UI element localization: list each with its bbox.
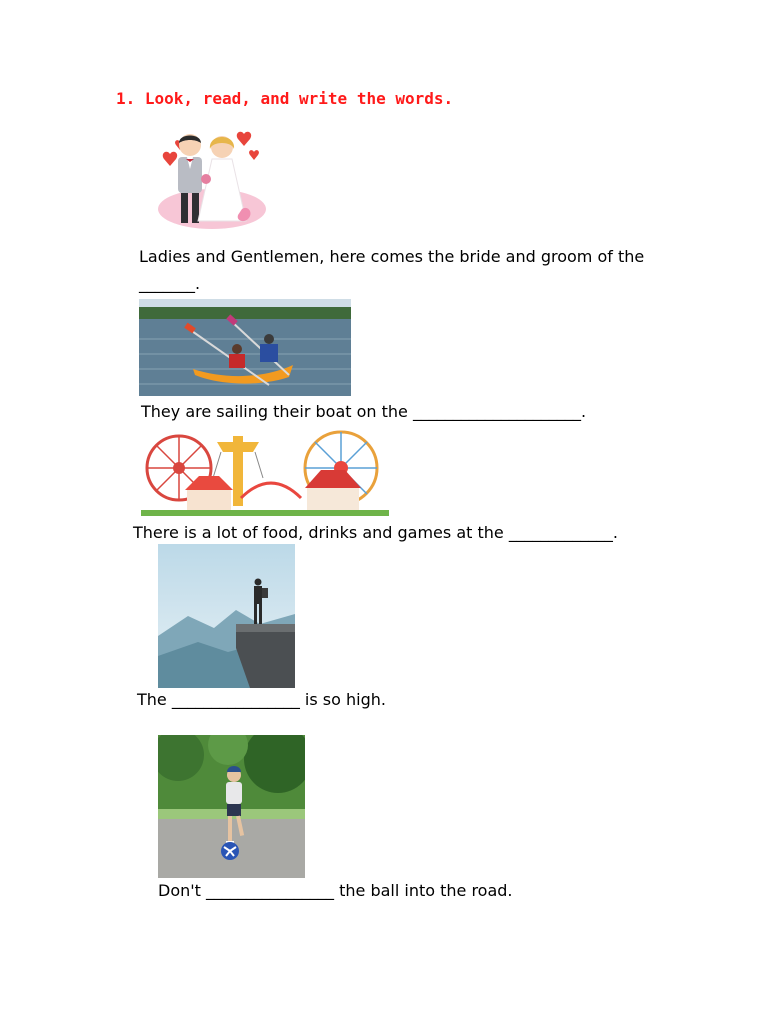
sentence-2: They are sailing their boat on the _____________________. [141,402,587,421]
amusement-park-image [141,428,389,516]
sentence-1-line-1: Ladies and Gentlemen, here comes the bride and groom of the [139,247,645,266]
exercise-heading: 1. Look, read, and write the words. [116,89,454,108]
wedding-couple-image [150,123,270,233]
sentence-4: The ________________ is so high. [137,690,386,709]
sentence-3: There is a lot of food, drinks and games at the _____________. [133,523,618,542]
cliff-image [158,544,295,688]
sentence-5: Don't ________________ the ball into the road. [158,881,513,900]
kayak-image [139,299,351,396]
sentence-1-line-2: _______. [139,274,201,293]
boy-ball-image [158,735,305,878]
